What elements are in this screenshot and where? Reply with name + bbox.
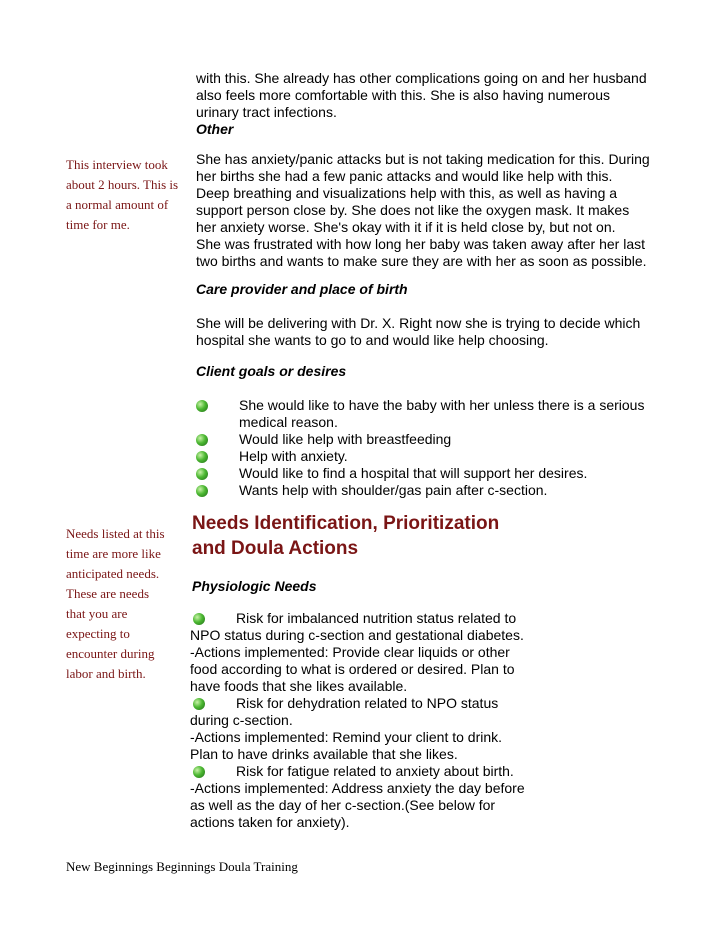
green-sphere-bullet-icon	[193, 613, 205, 625]
list-item	[196, 448, 644, 465]
needs-content	[190, 610, 550, 831]
note-line: anticipated needs.	[66, 566, 160, 581]
text-line: have foods that she likes available.	[190, 678, 408, 694]
note-line: time for me.	[66, 217, 130, 232]
text-line: NPO status during c-section and gestational diabetes.	[190, 627, 524, 643]
text-line: She was frustrated with how long her baby was taken away after her last	[196, 236, 646, 252]
item-line: Help with anxiety.	[239, 448, 348, 464]
note-line: that you are	[66, 606, 128, 621]
text-line: -Actions implemented: Provide clear liquids or other	[190, 644, 510, 660]
note-line: time are more like	[66, 546, 161, 561]
green-sphere-bullet-icon	[196, 485, 208, 497]
heading-line: and Doula Actions	[192, 538, 359, 559]
item-line: She would like to have the baby with her unless there is a serious	[239, 397, 645, 413]
page-footer: New Beginnings Beginnings Doula Training	[66, 859, 298, 874]
care-heading: Care provider and place of birth	[196, 281, 408, 297]
other-paragraph	[196, 151, 650, 270]
needs-heading	[192, 511, 499, 561]
text-line: two births and wants to make sure they are with her as soon as possible.	[196, 253, 647, 269]
green-sphere-bullet-icon	[196, 400, 208, 412]
note-line: a normal amount of	[66, 197, 169, 212]
green-sphere-bullet-icon	[196, 451, 208, 463]
text-line: with this. She already has other complications going on and her husband	[196, 70, 647, 86]
goals-list	[196, 397, 644, 499]
other-heading: Other	[196, 121, 234, 137]
text-line: support person close by. She does not like the oxygen mask. It makes	[196, 202, 630, 218]
item-line: Would like help with breastfeeding	[239, 431, 452, 447]
intro-paragraph	[196, 70, 647, 138]
risk-title: Risk for imbalanced nutrition status related to	[236, 610, 517, 626]
care-provider-paragraph	[196, 315, 640, 349]
text-line: as well as the day of her c-section.(See below for	[190, 797, 496, 813]
list-item	[196, 397, 644, 431]
text-line: her anxiety worse. She's okay with it if it is held close by, but not on.	[196, 219, 616, 235]
green-sphere-bullet-icon	[196, 434, 208, 446]
text-line: urinary tract infections.	[196, 104, 337, 120]
text-line: actions taken for anxiety).	[190, 814, 350, 830]
physiologic-heading: Physiologic Needs	[192, 578, 317, 594]
text-line: hospital she wants to go to and would like help choosing.	[196, 332, 549, 348]
text-line: food according to what is ordered or desired. Plan to	[190, 661, 515, 677]
note-line: expecting to	[66, 626, 130, 641]
note-line: This interview took	[66, 157, 168, 172]
margin-note-interview	[66, 155, 178, 235]
item-line: Would like to find a hospital that will support her desires.	[239, 465, 588, 481]
heading-line: Needs Identification, Prioritization	[192, 513, 500, 534]
text-line: She will be delivering with Dr. X. Right now she is trying to decide which	[196, 315, 641, 331]
note-line: labor and birth.	[66, 666, 146, 681]
goals-section	[196, 363, 346, 380]
item-line: medical reason.	[239, 414, 338, 430]
green-sphere-bullet-icon	[196, 468, 208, 480]
note-line: These are needs	[66, 586, 150, 601]
item-line: Wants help with shoulder/gas pain after c-section.	[239, 482, 548, 498]
goals-heading: Client goals or desires	[196, 363, 347, 379]
note-line: encounter during	[66, 646, 155, 661]
text-line: also feels more comfortable with this. She is also having numerous	[196, 87, 610, 103]
green-sphere-bullet-icon	[193, 698, 205, 710]
list-item	[196, 482, 644, 499]
risk-title: Risk for fatigue related to anxiety about birth.	[236, 763, 514, 779]
note-line: Needs listed at this	[66, 526, 165, 541]
physiologic-section	[192, 578, 316, 595]
text-line: Plan to have drinks available that she likes.	[190, 746, 458, 762]
note-line: about 2 hours. This is	[66, 177, 179, 192]
risk-title: Risk for dehydration related to NPO status	[236, 695, 499, 711]
text-line: during c-section.	[190, 712, 293, 728]
margin-note-needs	[66, 524, 165, 684]
care-provider-section	[196, 281, 408, 298]
text-line: She has anxiety/panic attacks but is not taking medication for this. During	[196, 151, 650, 167]
risk-item	[190, 610, 550, 627]
list-item	[196, 465, 644, 482]
text-line: Deep breathing and visualizations help with this, as well as having a	[196, 185, 618, 201]
text-line: her births she had a few panic attacks and would like help with this.	[196, 168, 613, 184]
green-sphere-bullet-icon	[193, 766, 205, 778]
list-item	[196, 431, 644, 448]
risk-item	[190, 695, 550, 712]
text-line: -Actions implemented: Remind your client to drink.	[190, 729, 503, 745]
text-line: -Actions implemented: Address anxiety the day before	[190, 780, 525, 796]
risk-item	[190, 763, 550, 780]
